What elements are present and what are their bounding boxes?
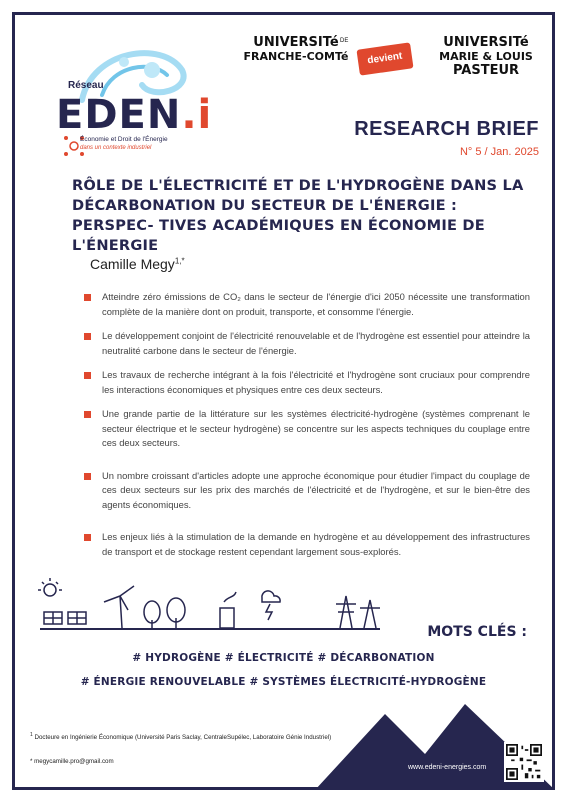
author-email[interactable]: * megycamille.pro@gmail.com: [30, 758, 114, 765]
author-footnote: [30, 732, 331, 741]
solar-panel-icon: [44, 612, 86, 624]
keywords-heading: MOTS CLÉS :: [427, 624, 527, 640]
bullet-square-icon: [84, 411, 91, 418]
factory-icon: [220, 592, 236, 628]
bullet-square-icon: [84, 372, 91, 379]
univ1-line1: UNIVERSITé: [253, 35, 339, 50]
wind-turbine-icon: [104, 586, 134, 628]
university-marie-louis-pasteur: [426, 36, 546, 78]
univ1-line2: FRANCHE-COMTé: [243, 50, 349, 63]
university-franche-comte: [236, 36, 356, 64]
keywords-line-1: # HYDROGÈNE # ÉLECTRICITÉ # DÉCARBONATION: [132, 652, 435, 664]
bullet-square-icon: [84, 473, 91, 480]
key-point-text: Le développement conjoint de l'électricité renouvelable et de l'hydrogène est essentiel pour atteindre la neutralité carbone dans le secteur de l'énergie.: [102, 330, 530, 356]
ground-line: [40, 628, 380, 630]
author-name: Camille Megy: [90, 256, 175, 272]
key-point: [80, 368, 530, 397]
cloud-lightning-icon: [262, 591, 280, 620]
key-point: [80, 407, 530, 451]
key-point-text: Les travaux de recherche intégrant à la fois l'électricité et l'hydrogène sont cruciaux pour comprendre les interactions économiques et physiques entre ces deux secteurs.: [102, 369, 530, 395]
footnote-number: 1: [30, 732, 33, 738]
document-title: RÔLE DE L'ÉLECTRICITÉ ET DE L'HYDROGÈNE DANS LA DÉCARBONATION DU SECTEUR DE L'ÉNERGIE : PERSPEC- TIVES ACADÉMIQUES EN ÉCONOMIE DE L'ÉNERGIE: [72, 177, 524, 254]
key-point-text: Les enjeux liés à la stimulation de la demande en hydrogène et au développement des infrastructures de transport et de stockage restent cependant largement sous-explorés.: [102, 531, 530, 557]
key-point: [80, 329, 530, 358]
bullet-square-icon: [84, 294, 91, 301]
univ-de-label: DE: [340, 38, 349, 44]
logo-tagline: Économie et Droit de l'Énergie: [80, 136, 168, 143]
tree-icon: [144, 598, 185, 628]
bullet-square-icon: [84, 534, 91, 541]
qr-code-icon[interactable]: [504, 742, 544, 782]
univ2-line3: PASTEUR: [452, 63, 520, 78]
keywords-line-2: # ÉNERGIE RENOUVELABLE # SYSTÈMES ÉLECTRICITÉ-HYDROGÈNE: [80, 676, 487, 688]
devient-badge: devient: [356, 42, 413, 75]
key-point-text: Une grande partie de la littérature sur les systèmes électricité-hydrogène (systèmes comprenant le secteur électrique et le secteur hydrogène) se concentre sur les aspects techniques du couplage entre ces deux secteurs.: [102, 408, 530, 448]
author-line: [90, 256, 185, 272]
logo-tagline-context: dans un contexte industriel: [80, 145, 152, 151]
pylon-icon: [336, 596, 380, 628]
energy-landscape-illustration: [24, 576, 444, 636]
research-brief-label: RESEARCH BRIEF: [354, 118, 539, 140]
key-points-list: [80, 290, 530, 559]
logo-suffix-text: .i: [181, 92, 213, 138]
univ2-line2: MARIE & LOUIS: [439, 50, 533, 63]
footnote-text: Docteure en Ingénierie Économique (Université Paris Saclay, CentraleSupélec, Laboratoire Génie Industriel): [34, 734, 332, 742]
author-affiliation-mark: 1,*: [174, 256, 185, 266]
key-point-text: Un nombre croissant d'articles adopte une approche économique pour étudier l'impact du couplage de ces deux secteurs sur les prix des marchés de l'électricité et de l'hydrogène, et sur le bien-être des agents économiques.: [102, 469, 530, 510]
univ2-line1: UNIVERSITé: [443, 35, 529, 50]
sun-icon: [38, 578, 62, 596]
key-point: [80, 469, 530, 513]
issue-number: N° 5 / Jan. 2025: [459, 146, 539, 158]
key-point: [80, 290, 530, 319]
logo-wordmark: [56, 92, 212, 138]
key-point-text: Atteindre zéro émissions de CO₂ dans le secteur de l'énergie d'ici 2050 nécessite une transformation complète de la manière dont on produit, transporte, et consomme l'énergie.: [102, 291, 530, 317]
logo-network-label: Réseau: [68, 80, 104, 91]
logo-main-text: EDEN: [56, 92, 182, 138]
bullet-square-icon: [84, 333, 91, 340]
key-point: [80, 530, 530, 559]
website-link[interactable]: www.edeni-energies.com: [408, 764, 487, 771]
